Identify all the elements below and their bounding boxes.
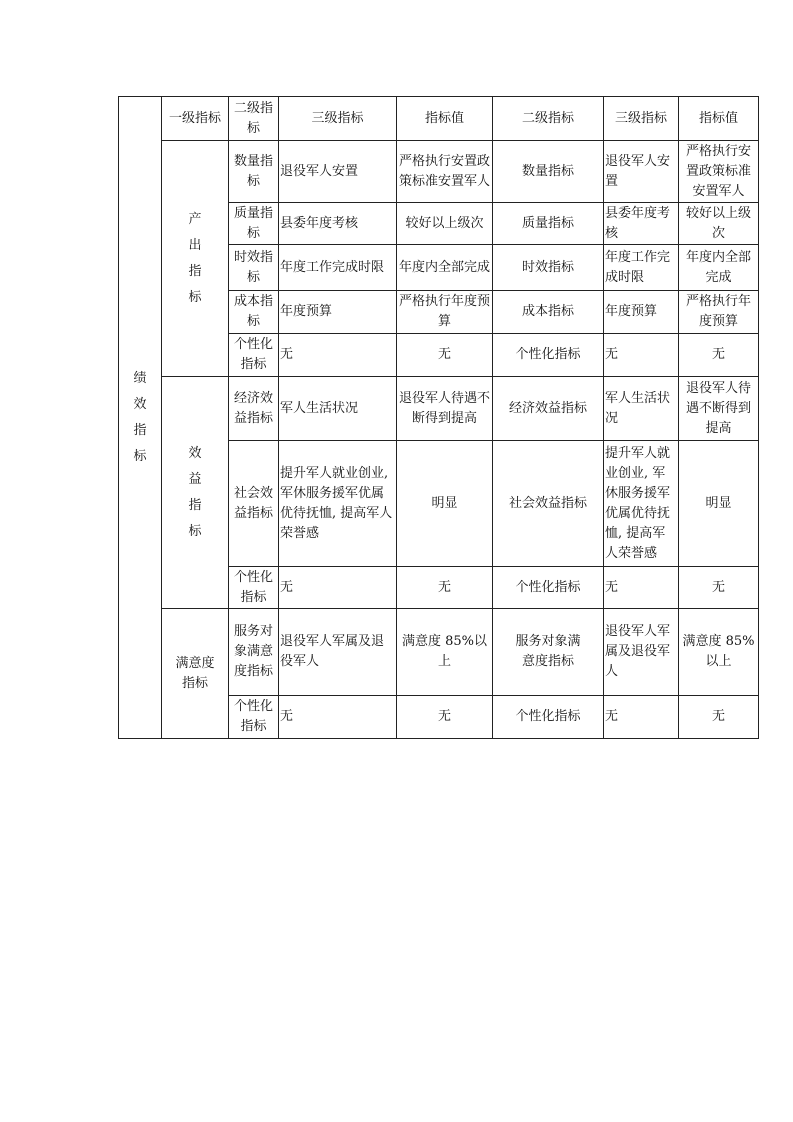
group-satisfaction-cell [162, 609, 229, 739]
value-a: 无 [397, 567, 493, 609]
header-level3-a: 三级指标 [279, 97, 397, 141]
value-a: 严格执行安置政策标准安置军人 [397, 141, 493, 203]
level3-b: 年度预算 [604, 291, 679, 334]
level2-a: 社会效益指标 [229, 441, 279, 567]
level3-b: 军人生活状况 [604, 377, 679, 441]
level3-b: 无 [604, 567, 679, 609]
level3-a: 年度预算 [279, 291, 397, 334]
level3-b: 提升军人就业创业, 军休服务援军优属优待抚恤, 提高军人荣誉感 [604, 441, 679, 567]
header-row [119, 97, 759, 141]
value-b: 无 [679, 334, 759, 377]
level2-b: 时效指标 [493, 245, 604, 291]
value-a: 无 [397, 696, 493, 739]
level2-a: 时效指标 [229, 245, 279, 291]
level3-a: 退役军人军属及退役军人 [279, 609, 397, 696]
level2-a: 个性化指标 [229, 567, 279, 609]
header-level2-a: 二级指标 [229, 97, 279, 141]
level3-b: 退役军人安置 [604, 141, 679, 203]
level2-b: 成本指标 [493, 291, 604, 334]
value-b: 无 [679, 696, 759, 739]
level2-a: 成本指标 [229, 291, 279, 334]
header-level1: 一级指标 [162, 97, 229, 141]
header-level3-b: 三级指标 [604, 97, 679, 141]
value-b: 严格执行安置政策标准安置军人 [679, 141, 759, 203]
level2-b: 服务对象满意度指标 [493, 609, 604, 696]
level2-b: 个性化指标 [493, 696, 604, 739]
group-satisfaction-label: 满意度指标 [175, 655, 215, 691]
value-a: 满意度 85%以上 [397, 609, 493, 696]
level3-a: 提升军人就业创业, 军休服务援军优属优待抚恤, 提高军人荣誉感 [279, 441, 397, 567]
value-a: 严格执行年度预算 [397, 291, 493, 334]
value-b: 满意度 85%以上 [679, 609, 759, 696]
level3-a: 军人生活状况 [279, 377, 397, 441]
level2-b: 经济效益指标 [493, 377, 604, 441]
value-b: 严格执行年度预算 [679, 291, 759, 334]
level3-a: 无 [279, 696, 397, 739]
level3-b: 退役军人军属及退役军人 [604, 609, 679, 696]
main-label-cell [119, 97, 162, 739]
level3-b: 年度工作完成时限 [604, 245, 679, 291]
header-value-a: 指标值 [397, 97, 493, 141]
level2-b: 个性化指标 [493, 334, 604, 377]
group-benefit-cell [162, 377, 229, 609]
value-a: 较好以上级次 [397, 203, 493, 245]
level3-a: 无 [279, 334, 397, 377]
value-a: 无 [397, 334, 493, 377]
level2-a: 经济效益指标 [229, 377, 279, 441]
group-output-cell [162, 141, 229, 377]
value-a: 年度内全部完成 [397, 245, 493, 291]
value-b: 明显 [679, 441, 759, 567]
group-output-label: 产出指标 [188, 211, 202, 305]
level3-a: 退役军人安置 [279, 141, 397, 203]
main-label: 绩效指标 [133, 370, 147, 464]
header-value-b: 指标值 [679, 97, 759, 141]
table-row [119, 377, 759, 441]
level2-b: 社会效益指标 [493, 441, 604, 567]
value-b: 年度内全部完成 [679, 245, 759, 291]
level2-a: 个性化指标 [229, 696, 279, 739]
level3-b: 无 [604, 696, 679, 739]
header-level2-b: 二级指标 [493, 97, 604, 141]
level3-a: 无 [279, 567, 397, 609]
level2-a: 服务对象满意度指标 [229, 609, 279, 696]
level3-a: 年度工作完成时限 [279, 245, 397, 291]
level2-b: 质量指标 [493, 203, 604, 245]
performance-indicator-table [118, 96, 759, 739]
level2-b: 个性化指标 [493, 567, 604, 609]
level2-b: 数量指标 [493, 141, 604, 203]
table-row [119, 609, 759, 696]
value-b: 无 [679, 567, 759, 609]
level3-b: 县委年度考核 [604, 203, 679, 245]
level3-a: 县委年度考核 [279, 203, 397, 245]
level2-a: 数量指标 [229, 141, 279, 203]
value-a: 明显 [397, 441, 493, 567]
value-b: 较好以上级次 [679, 203, 759, 245]
level2-a: 个性化指标 [229, 334, 279, 377]
level3-b: 无 [604, 334, 679, 377]
value-a: 退役军人待遇不断得到提高 [397, 377, 493, 441]
level2-a: 质量指标 [229, 203, 279, 245]
group-benefit-label: 效益指标 [188, 445, 202, 539]
table-row [119, 141, 759, 203]
value-b: 退役军人待遇不断得到提高 [679, 377, 759, 441]
